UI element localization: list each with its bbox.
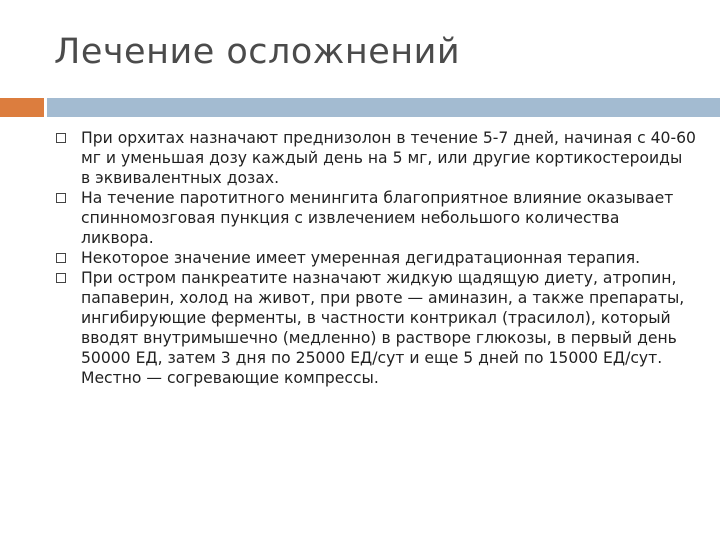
hollow-square-bullet-icon xyxy=(56,133,66,143)
hollow-square-bullet-icon xyxy=(56,273,66,283)
slide-title: Лечение осложнений xyxy=(54,32,461,72)
bullet-text: Некоторое значение имеет умеренная дегидратационная терапия. xyxy=(81,249,641,267)
bullet-list xyxy=(56,128,696,388)
bullet-item xyxy=(56,268,696,388)
bullet-item xyxy=(56,188,696,248)
bullet-text: На течение паротитного менингита благоприятное влияние оказывает спинномозговая пункция с извлечением небольшого количества ликвора. xyxy=(81,189,674,247)
hollow-square-bullet-icon xyxy=(56,253,66,263)
bullet-text: При остром панкреатите назначают жидкую щадящую диету, атропин, папаверин, холод на живот, при рвоте — аминазин, а также препараты, ингибирующие ферменты, в частности контрикал (трасилол), который вводят внутримышечно (медленно) в растворе глюкозы, в первый день 50000 ЕД, затем 3 дня по 25000 ЕД/сут и еще 5 дней по 15000 ЕД/сут. Местно — согревающие компрессы. xyxy=(81,269,685,387)
accent-divider-bar xyxy=(0,98,44,117)
title-divider-bar xyxy=(47,98,720,117)
bullet-item xyxy=(56,128,696,188)
bullet-item xyxy=(56,248,696,268)
bullet-text: При орхитах назначают преднизолон в течение 5-7 дней, начиная с 40-60 мг и уменьшая дозу каждый день на 5 мг, или другие кортикостероиды в эквивалентных дозах. xyxy=(81,129,696,187)
hollow-square-bullet-icon xyxy=(56,193,66,203)
